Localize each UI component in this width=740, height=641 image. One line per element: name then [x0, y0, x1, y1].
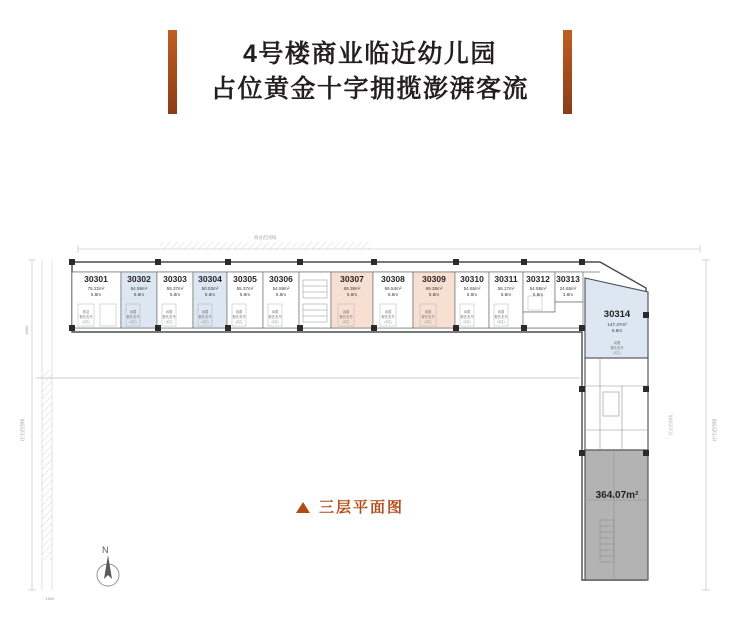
svg-text:闲置: 闲置 — [613, 341, 621, 345]
svg-text:(4层): (4层) — [271, 320, 279, 324]
svg-text:闲置: 闲置 — [165, 310, 173, 314]
triangle-up-icon — [296, 502, 310, 513]
svg-text:闲置: 闲置 — [424, 310, 432, 314]
svg-text:(4层): (4层) — [82, 320, 90, 324]
svg-text:餐饮类外: 餐饮类外 — [162, 315, 176, 319]
header-title-group — [211, 37, 529, 108]
svg-text:餐饮类外: 餐饮类外 — [339, 315, 353, 319]
unit-area: 69.38m² — [343, 286, 361, 291]
unit-code: 30313 — [556, 274, 580, 284]
svg-text:(4层): (4层) — [463, 320, 471, 324]
header-bar-right — [563, 30, 572, 114]
svg-text:(4层): (4层) — [424, 320, 432, 324]
unit-height: 5.8m — [239, 292, 251, 297]
unit-code: 30306 — [269, 274, 293, 284]
unit-area: 75.22m² — [87, 286, 105, 291]
svg-text:闲置: 闲置 — [271, 310, 279, 314]
unit-area: 55.37m² — [166, 286, 184, 291]
unit-area: 54.58m² — [529, 286, 547, 291]
svg-text:餐饮类外: 餐饮类外 — [79, 315, 93, 319]
unit-height: 5.8m — [169, 292, 181, 297]
unit-height: 5.8m — [500, 292, 512, 297]
unit-height: 5.8m — [387, 292, 399, 297]
unit-code: 30312 — [526, 274, 550, 284]
page-title-line-2: 占位黄金十字拥揽澎湃客流 — [210, 75, 529, 103]
svg-text:(4层): (4层) — [129, 320, 137, 324]
right-dimension-text: 住宅范围线 — [668, 415, 673, 435]
unit-area: 54.65m² — [463, 286, 481, 291]
unit-code: 30309 — [422, 274, 446, 284]
svg-text:(4层): (4层) — [497, 320, 505, 324]
unit-height: 5.8m — [428, 292, 440, 297]
unit-code: 30311 — [494, 274, 518, 284]
svg-text:闲置: 闲置 — [497, 310, 505, 314]
unit-area: 58.17m² — [497, 286, 515, 291]
unit-height: 5.8m — [532, 292, 544, 297]
unit-code: 30301 — [84, 274, 108, 284]
unit-height: 5.8m — [466, 292, 478, 297]
unit-area: 24.65m² — [559, 286, 577, 291]
svg-text:(4层): (4层) — [165, 320, 173, 324]
page-title-line-1: 4号楼商业临近幼儿园 — [243, 39, 497, 68]
svg-text:闲置: 闲置 — [235, 310, 243, 314]
svg-text:餐饮类外: 餐饮类外 — [381, 315, 395, 319]
svg-text:餐饮类外: 餐饮类外 — [232, 315, 246, 319]
svg-text:(4层): (4层) — [235, 320, 243, 324]
header-bar-left — [168, 30, 177, 114]
unit-height: 5.8m — [204, 292, 216, 297]
unit-code: 30302 — [127, 274, 151, 284]
svg-text:餐饮类外: 餐饮类外 — [198, 315, 212, 319]
page-header — [0, 30, 740, 114]
unit-code: 30304 — [198, 274, 222, 284]
svg-text:闲置: 闲置 — [384, 310, 392, 314]
unit-code: 30314 — [603, 309, 631, 320]
svg-text:8400: 8400 — [24, 325, 29, 335]
unit-area: 50.53m² — [201, 286, 219, 291]
unit-area: 66.54m² — [384, 286, 402, 291]
grey-block-area-label: 364.07m² — [595, 490, 639, 501]
unit-area: 55.37m² — [236, 286, 254, 291]
svg-text:餐饮类外: 餐饮类外 — [460, 315, 474, 319]
svg-text:商业范围线: 商业范围线 — [253, 235, 277, 240]
unit-height: 5.8m — [133, 292, 145, 297]
svg-text:餐饮类外: 餐饮类外 — [126, 315, 140, 319]
unit-area: 54.59m² — [272, 286, 290, 291]
unit-code: 30310 — [460, 274, 484, 284]
unit-height: 5.8m — [90, 292, 102, 297]
svg-text:闲置: 闲置 — [129, 310, 137, 314]
plan-caption-label: 三层平面图 — [319, 499, 405, 516]
unit-code: 30307 — [340, 274, 364, 284]
unit-area: 54.59m² — [130, 286, 148, 291]
svg-text:(4层): (4层) — [384, 320, 392, 324]
unit-code: 30308 — [381, 274, 405, 284]
unit-height: 3.8m — [562, 292, 574, 297]
svg-text:(4层): (4层) — [613, 351, 621, 355]
svg-text:1500: 1500 — [45, 596, 55, 601]
svg-text:闲置: 闲置 — [342, 310, 350, 314]
svg-text:住宅范围线: 住宅范围线 — [20, 418, 25, 442]
svg-text:休息: 休息 — [82, 310, 90, 314]
unit-code: 30303 — [163, 274, 187, 284]
unit-area: 69.38m² — [425, 286, 443, 291]
unit-code: 30305 — [233, 274, 257, 284]
svg-text:餐饮类外: 餐饮类外 — [268, 315, 282, 319]
svg-text:餐饮类外: 餐饮类外 — [494, 315, 508, 319]
svg-text:住宅范围线: 住宅范围线 — [712, 418, 717, 442]
svg-text:(4层): (4层) — [342, 320, 350, 324]
compass-rose — [88, 545, 128, 591]
unit-height: 5.8m — [275, 292, 287, 297]
plan-caption — [296, 496, 404, 517]
svg-text:(4层): (4层) — [201, 320, 209, 324]
compass-north-label: N — [102, 545, 109, 555]
svg-text:餐饮类外: 餐饮类外 — [421, 315, 435, 319]
unit-height: 5.8m — [611, 328, 623, 333]
unit-height: 5.8m — [346, 292, 358, 297]
svg-text:闲置: 闲置 — [463, 310, 471, 314]
svg-text:餐饮类外: 餐饮类外 — [610, 346, 624, 350]
unit-area: 147.47m² — [607, 322, 627, 327]
svg-text:闲置: 闲置 — [201, 310, 209, 314]
